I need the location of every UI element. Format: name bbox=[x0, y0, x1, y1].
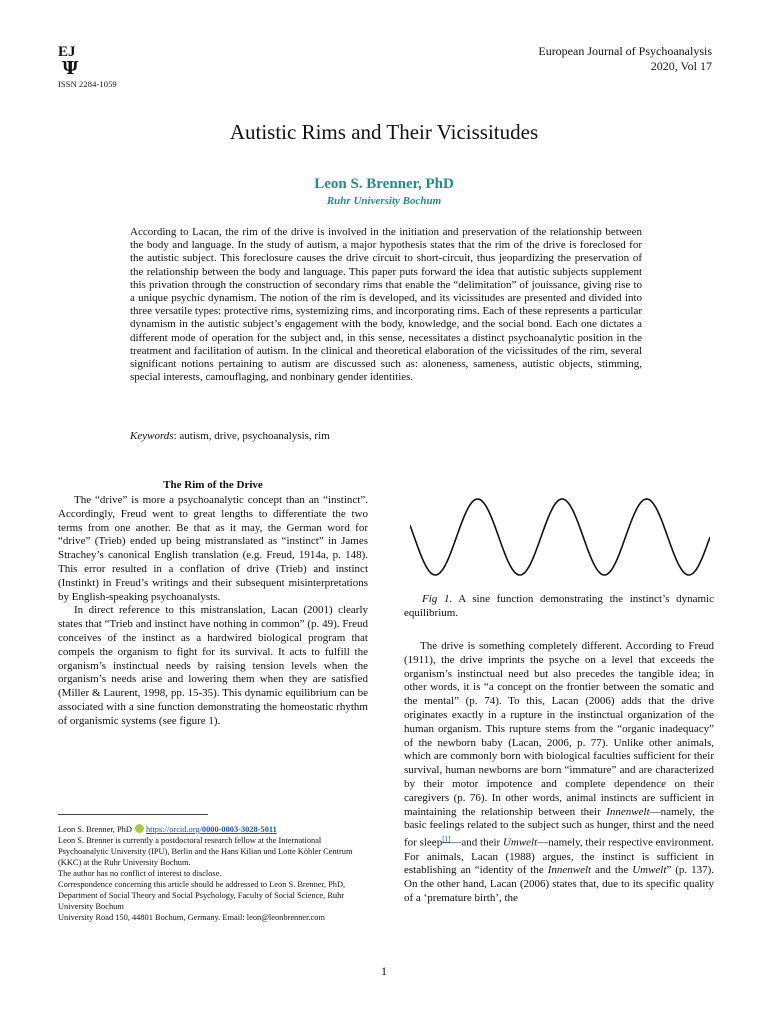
figure-caption-text: A sine function demonstrating the instinct’s dynamic equilibrium. bbox=[404, 593, 714, 619]
figure-label: Fig 1. bbox=[422, 593, 453, 605]
keywords bbox=[130, 430, 642, 442]
figure-caption bbox=[404, 592, 714, 620]
journal-issue: 2020, Vol 17 bbox=[650, 59, 712, 73]
term-innenwelt: Innenwelt bbox=[606, 805, 650, 818]
p3-part-b: —namely, the basic feelings related to the subject such as hunger, thirst and the need for sleep bbox=[404, 805, 714, 849]
author-footnote bbox=[58, 824, 368, 923]
paragraph-3 bbox=[404, 640, 714, 906]
term-umwelt: Umwelt bbox=[502, 836, 538, 849]
journal-logo-icon bbox=[58, 42, 84, 76]
abstract: According to Lacan, the rim of the drive is involved in the initiation and preservation of the relationship between the body and language. In the study of autism, a major hypothesis states that the rim of the drive is foreclosed for the autistic subject. This foreclosure causes the drive circuit to short-circuit, thus jeopardizing the preservation of the relationship between the body and language. This paper puts forward the idea that autistic subjects supplement this privation through the construction of secondary rims that enable the “delimitation” of jouissance, giving rise to a unique psychic dynamism. The notion of the rim is developed, and its vicissitudes are presented and divided into three versatile types: protective rims, systemizing rims, and incorporating rims. Each of these represents a particular dynamism in the autistic subject’s engagement with the body, knowledge, and the social bond. Each one dictates a different mode of operation for the subject and, in this sense, necessitates a distinct psychoanalytic position in the treatment and facilitation of autism. In the clinical and theoretical elaboration of the vicissitudes of the rim, several significant notions pertaining to autism are discussed such as: aloneness, sameness, autistic objects, stimming, special interests, camouflaging, and nonbinary gender identities. bbox=[130, 226, 642, 384]
footnote-address: University Road 150, 44801 Bochum, Germany. Email: leon@leonbrenner.com bbox=[58, 913, 325, 922]
page-number: 1 bbox=[381, 964, 387, 978]
orcid-prefix: https://orcid.org/ bbox=[145, 825, 202, 834]
footnote-bio: Leon S. Brenner is currently a postdoctoral research fellow at the International Psychoanalytic University (IPU), Berlin and the Hans Kilian und Lotte Köhler Centrum (KKC) at the Ruhr University Bochum. bbox=[58, 836, 353, 867]
p3-part-c: —and their bbox=[450, 836, 503, 849]
p3-part-e: and the bbox=[591, 864, 633, 877]
article-affiliation: Ruhr University Bochum bbox=[326, 195, 442, 207]
p3-part-d: —namely, their respective environment. For animals, Lacan (1988) argues, the instinct is sufficient in establishing an “identity of the bbox=[404, 836, 714, 877]
paragraph-2: In direct reference to this mistranslation, Lacan (2001) clearly states that “Trieb and instinct have nothing in common” (p. 49). Freud conceives of the instinct as a hardwired biological program that compels the organism to fight for its survival. It acts to fulfill the organism’s instinctual needs by raising tension levels when the organism’s needs arise and lowering them when they are satisfied (Miller & Laurent, 1998, pp. 15-35). This dynamic equilibrium can be associated with a sine function demonstrating the homeostatic rhythm of organismic systems (see figure 1). bbox=[58, 604, 368, 727]
p3-part-f: ” (p. 137). On the other hand, Lacan (2006) states that, due to its specific quality of a ‘premature birth’, the bbox=[404, 864, 715, 904]
journal-header bbox=[538, 44, 712, 74]
article-author: Leon S. Brenner, PhD bbox=[314, 176, 454, 192]
left-column bbox=[58, 494, 368, 729]
footnote-divider bbox=[58, 814, 208, 815]
right-column bbox=[404, 640, 714, 906]
orcid-id: 0000-0003-3028-5011 bbox=[201, 825, 277, 834]
svg-text:EJ: EJ bbox=[58, 44, 76, 60]
keywords-list: : autism, drive, psychoanalysis, rim bbox=[173, 430, 330, 442]
issn: ISSN 2284-1059 bbox=[58, 79, 117, 89]
journal-logo bbox=[58, 42, 84, 76]
section-heading: The Rim of the Drive bbox=[163, 479, 263, 491]
footnote-correspondence: Correspondence concerning this article should be addressed to Leon S. Brenner, PhD, Department of Social Theory and Social Psychology, Faculty of Social Science, Ruhr University Bochum bbox=[58, 880, 346, 911]
keywords-label: Keywords bbox=[130, 430, 174, 442]
article-title: Autistic Rims and Their Vicissitudes bbox=[229, 120, 539, 144]
sine-wave-figure bbox=[410, 494, 710, 580]
footnote-author: Leon S. Brenner, PhD bbox=[58, 825, 134, 834]
orcid-icon bbox=[135, 824, 144, 833]
journal-name: European Journal of Psychoanalysis bbox=[538, 44, 712, 58]
sine-wave-curve bbox=[410, 499, 710, 575]
paragraph-1: The “drive” is more a psychoanalytic concept than an “instinct”. Accordingly, Freud went to great lengths to differentiate the two terms from one another. Be that as it may, the German word for “drive” (Trieb) ended up being mistranslated as “instinct” in James Strachey’s canonical English translation (e.g. Freud, 1914a, p. 148). This error resulted in a conflation of drive (Trieb) and instinct (Instinkt) in Freud’s writings and their subsequent misinterpretations by English-speaking psychoanalysts. bbox=[58, 494, 368, 603]
term-umwelt-2: Umwelt bbox=[632, 864, 667, 877]
term-innenwelt-2: Innenwelt bbox=[547, 864, 592, 877]
footnote-conflict: The author has no conflict of interest to disclose. bbox=[58, 869, 222, 878]
svg-text:Ψ: Ψ bbox=[62, 58, 79, 76]
footnote-ref[interactable]: [1] bbox=[442, 835, 451, 844]
orcid-link[interactable] bbox=[146, 825, 277, 834]
footnote-author-line bbox=[58, 824, 368, 835]
p3-part-a: The drive is something completely different. According to Freud (1911), the drive imprints the psyche on a level that exceeds the organism’s instinctual need but also precedes the tangible idea; in other words, it is “a concept on the frontier between the somatic and the mental” (p. 74). To this, Lacan (2006) adds that the drive originates exactly in a rupture in the instinctual organization of the human organism. This rupture stems from the “organic inadequacy” of the newborn baby (Lacan, 2006, p. 77). Unlike other animals, which are commonly born with biological faculties sufficient for their survival, human newborns are born “immature” and are characterized by their motor impotence and complete dependence on their caregivers (p. 76). In other words, animal instincts are sufficient in maintaining the relationship between their bbox=[404, 640, 714, 818]
